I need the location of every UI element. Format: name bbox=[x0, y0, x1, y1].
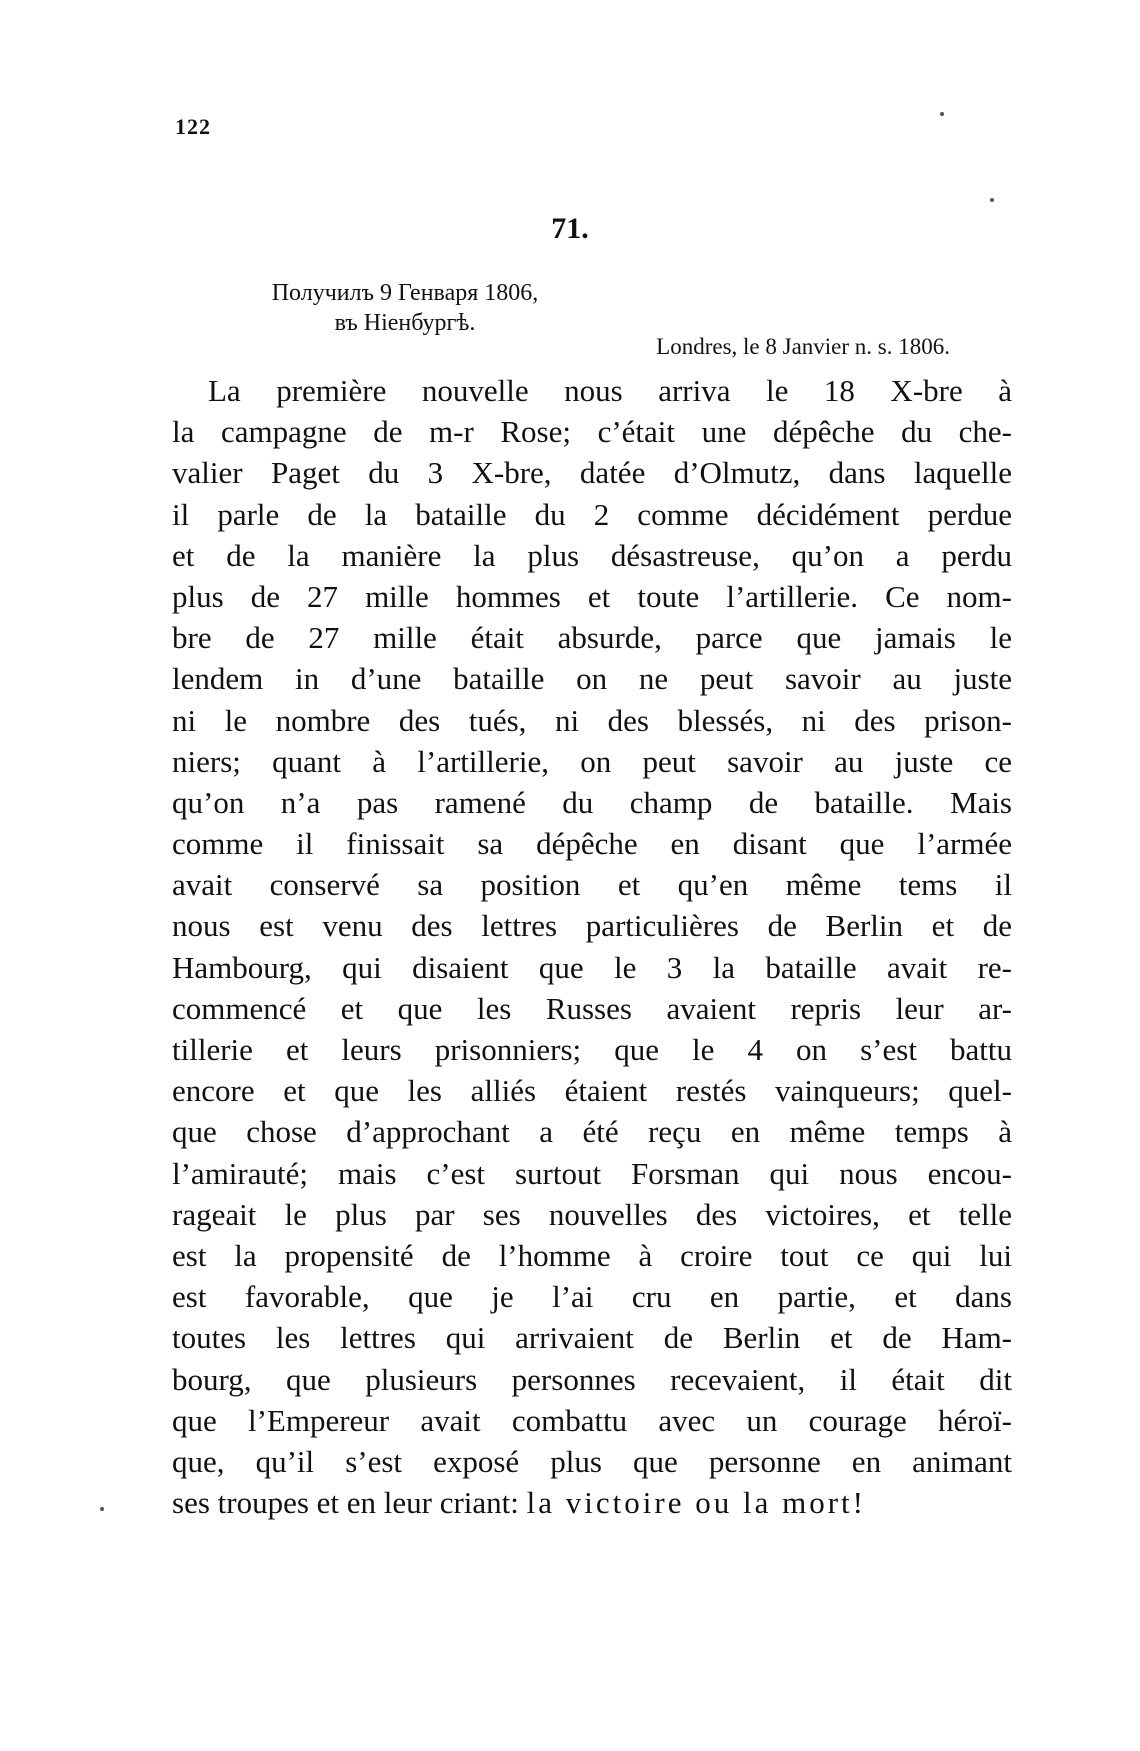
text-line: l’amirauté; mais c’est surtout Forsman qui nous encou- bbox=[172, 1155, 1012, 1191]
text-line: comme il finissait sa dépêche en disant que l’armée bbox=[172, 826, 1012, 862]
text-line: commencé et que les Russes avaient repris leur ar- bbox=[172, 990, 1012, 1026]
closing-phrase: la victoire ou la mort! bbox=[526, 1485, 866, 1521]
text-line: que chose d’approchant a été reçu en même temps à bbox=[172, 1114, 1012, 1150]
text-line: nous est venu des lettres particulières de Berlin et de bbox=[172, 908, 1012, 944]
text-line: est favorable, que je l’ai cru en partie, et dans bbox=[172, 1279, 1012, 1315]
scan-speck bbox=[100, 1507, 104, 1511]
letter-number: 71. bbox=[551, 212, 589, 245]
scan-speck bbox=[990, 198, 994, 202]
dateline: Londres, le 8 Janvier n. s. 1806. bbox=[656, 334, 950, 359]
text-line: rageait le plus par ses nouvelles des victoires, et telle bbox=[172, 1196, 1012, 1232]
text-line: qu’on n’a pas ramené du champ de bataille. Mais bbox=[172, 784, 1012, 820]
text-line: que l’Empereur avait combattu avec un courage héroï- bbox=[172, 1402, 1012, 1438]
text-line: que, qu’il s’est exposé plus que personne en animant bbox=[172, 1443, 1012, 1479]
received-note bbox=[225, 278, 585, 338]
text-line: Hambourg, qui disaient que le 3 la bataille avait re- bbox=[172, 949, 1012, 985]
text-line-start: ses troupes et en leur criant: bbox=[172, 1485, 519, 1521]
text-line: est la propensité de l’homme à croire tout ce qui lui bbox=[172, 1237, 1012, 1273]
text-line: lendem in d’une bataille on ne peut savoir au juste bbox=[172, 661, 1012, 697]
text-line: plus de 27 mille hommes et toute l’artillerie. Ce nom- bbox=[172, 578, 1012, 614]
received-note-line: въ Ніенбургѣ. bbox=[334, 310, 476, 336]
text-line: la campagne de m-r Rose; c’était une dépêche du che- bbox=[172, 414, 1012, 450]
text-line: valier Paget du 3 X-bre, datée d’Olmutz, dans laquelle bbox=[172, 455, 1012, 491]
letter-body bbox=[172, 370, 1012, 1523]
text-line: encore et que les alliés étaient restés vainqueurs; quel- bbox=[172, 1073, 1012, 1109]
text-line: bre de 27 mille était absurde, parce que jamais le bbox=[172, 620, 1012, 656]
text-line: bourg, que plusieurs personnes recevaient, il était dit bbox=[172, 1361, 1012, 1397]
text-line: toutes les lettres qui arrivaient de Berlin et de Ham- bbox=[172, 1320, 1012, 1356]
text-line: ni le nombre des tués, ni des blessés, ni des prison- bbox=[172, 702, 1012, 738]
text-line-final bbox=[172, 1482, 1012, 1523]
text-line: niers; quant à l’artillerie, on peut savoir au juste ce bbox=[172, 743, 1012, 779]
scan-speck bbox=[940, 112, 944, 116]
text-line: et de la manière la plus désastreuse, qu’on a perdu bbox=[172, 537, 1012, 573]
text-line: La première nouvelle nous arriva le 18 X-bre à bbox=[208, 373, 1012, 408]
text-line: il parle de la bataille du 2 comme décidément perdue bbox=[172, 496, 1012, 532]
page-number: 122 bbox=[175, 114, 211, 139]
text-line: tillerie et leurs prisonniers; que le 4 on s’est battu bbox=[172, 1032, 1012, 1067]
received-note-line: Получилъ 9 Генваря 1806, bbox=[271, 280, 539, 306]
text-line: avait conservé sa position et qu’en même tems il bbox=[172, 867, 1012, 903]
